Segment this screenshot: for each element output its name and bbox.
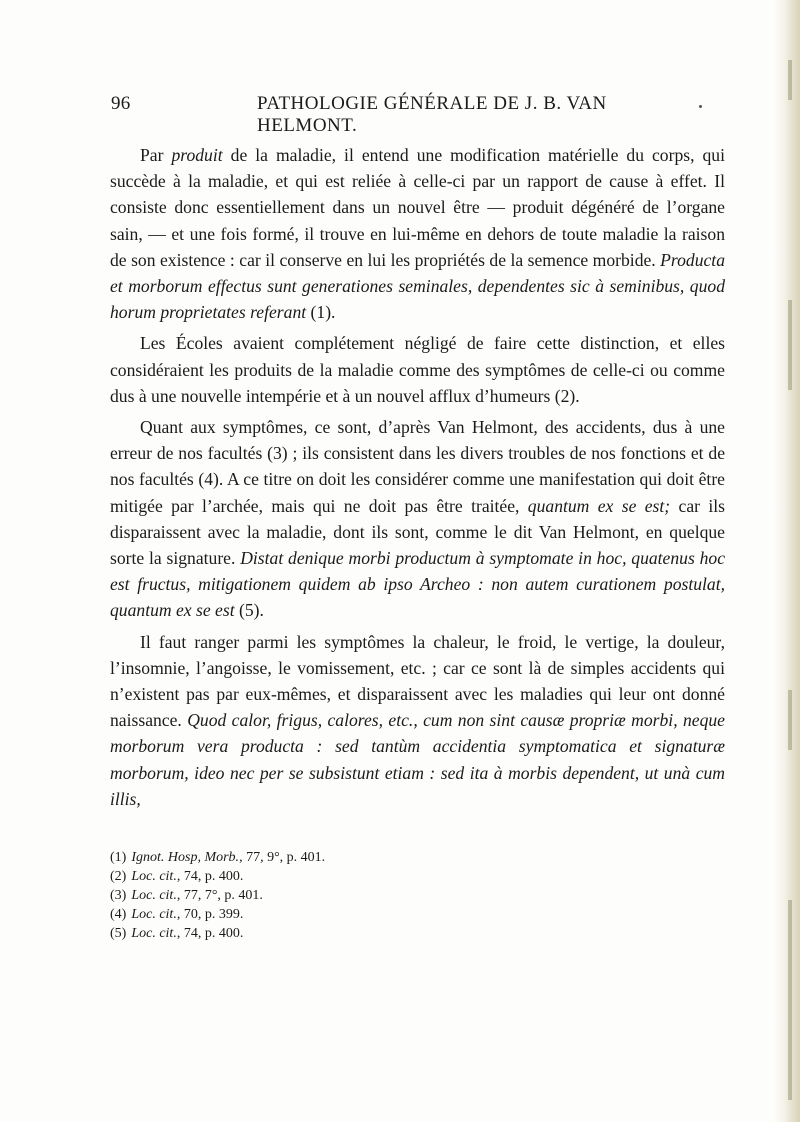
footnote-ref: (1).	[306, 302, 336, 323]
text-run: Par	[140, 145, 172, 165]
text-run: car ils disparaissent avec la maladie, dont ils sont, comme le dit Van Helmont, en quelque sorte la signature.	[110, 495, 725, 569]
paragraph-3	[110, 414, 725, 624]
paragraph-4	[110, 629, 725, 812]
main-text	[110, 142, 725, 812]
text-run: de la maladie, il entend une modification matérielle du corps, qui succède à la maladie, et qui est reliée à celle-ci par un rapport de cause à effet. Il consiste donc essentiellement dans un nouvel être — produit dégénéré de l’organe sain, — et une fois formé, il trouve en lui-même en dehors de toute maladie la raison de son existence : car il conserve en lui les propriétés de la semence morbide.	[110, 145, 725, 270]
latin-quote: Producta et morborum effectus sunt generationes seminales, dependentes sic à seminibus, quod horum proprietates referant	[110, 249, 725, 323]
paragraph-2: Les Écoles avaient complétement négligé de faire cette distinction, et elles considéraient les produits de la maladie comme des symptômes de celle-ci ou comme dus à une nouvelle intempérie et à un nouvel afflux d’humeurs (2).	[110, 333, 725, 406]
latin-quote: quantum ex se est;	[527, 495, 671, 516]
header-dot	[699, 105, 702, 108]
footnote: (1) Ignot. Hosp, Morb., 77, 9°, p. 401.	[110, 850, 326, 865]
footnotes	[110, 848, 670, 943]
edge-mark	[788, 690, 792, 750]
footnote-ref: (5).	[234, 600, 264, 621]
latin-quote: Quod calor, frigus, calores, etc., cum non sint causæ propriæ morbi, neque morborum vera producta : sed tantùm accidentia symptomatica et signaturæ morborum, ideo nec per se subsistunt etiam : sed ita à morbis dependent, ut unà cum illis,	[110, 710, 725, 809]
edge-mark	[788, 300, 792, 390]
paragraph-1	[110, 142, 725, 325]
footnote: (2) Loc. cit., 74, p. 400.	[110, 869, 244, 884]
footnote: (3) Loc. cit., 77, 7°, p. 401.	[110, 888, 263, 903]
text-run: Quant aux symptômes, ce sont, d’après Van Helmont, des accidents, dus à une erreur de nos facultés (3) ; ils consistent dans les divers troubles de nos fonctions et de nos facultés (4). A ce titre on doit les considérer comme une manifestation qui doit être mitigée par l’archée, mais qui ne doit pas être traitée,	[110, 417, 725, 516]
latin-quote: Distat denique morbi productum à symptomate in hoc, quatenus hoc est fructus, mitigationem quidem ab ipso Archeo : non autem curationem postulat, quantum ex se est	[110, 548, 726, 621]
edge-mark	[788, 900, 792, 1100]
footnote: (4) Loc. cit., 70, p. 399.	[110, 907, 244, 922]
page-edge	[774, 0, 800, 1122]
page-header	[111, 93, 711, 136]
footnote: (5) Loc. cit., 74, p. 400.	[110, 926, 244, 941]
page-number: 96	[111, 93, 131, 114]
text-run: Il faut ranger parmi les symptômes la chaleur, le froid, le vertige, la douleur, l’insomnie, l’angoisse, le vomissement, etc. ; car ce sont là de simples accidents qui n’existent pas par eux-mêmes, et disparaissent avec les maladies qui leur ont donné naissance.	[110, 631, 725, 731]
edge-mark	[788, 60, 792, 100]
italic-run: produit	[171, 145, 223, 165]
running-title: PATHOLOGIE GÉNÉRALE DE J. B. VAN HELMONT.	[257, 93, 607, 136]
